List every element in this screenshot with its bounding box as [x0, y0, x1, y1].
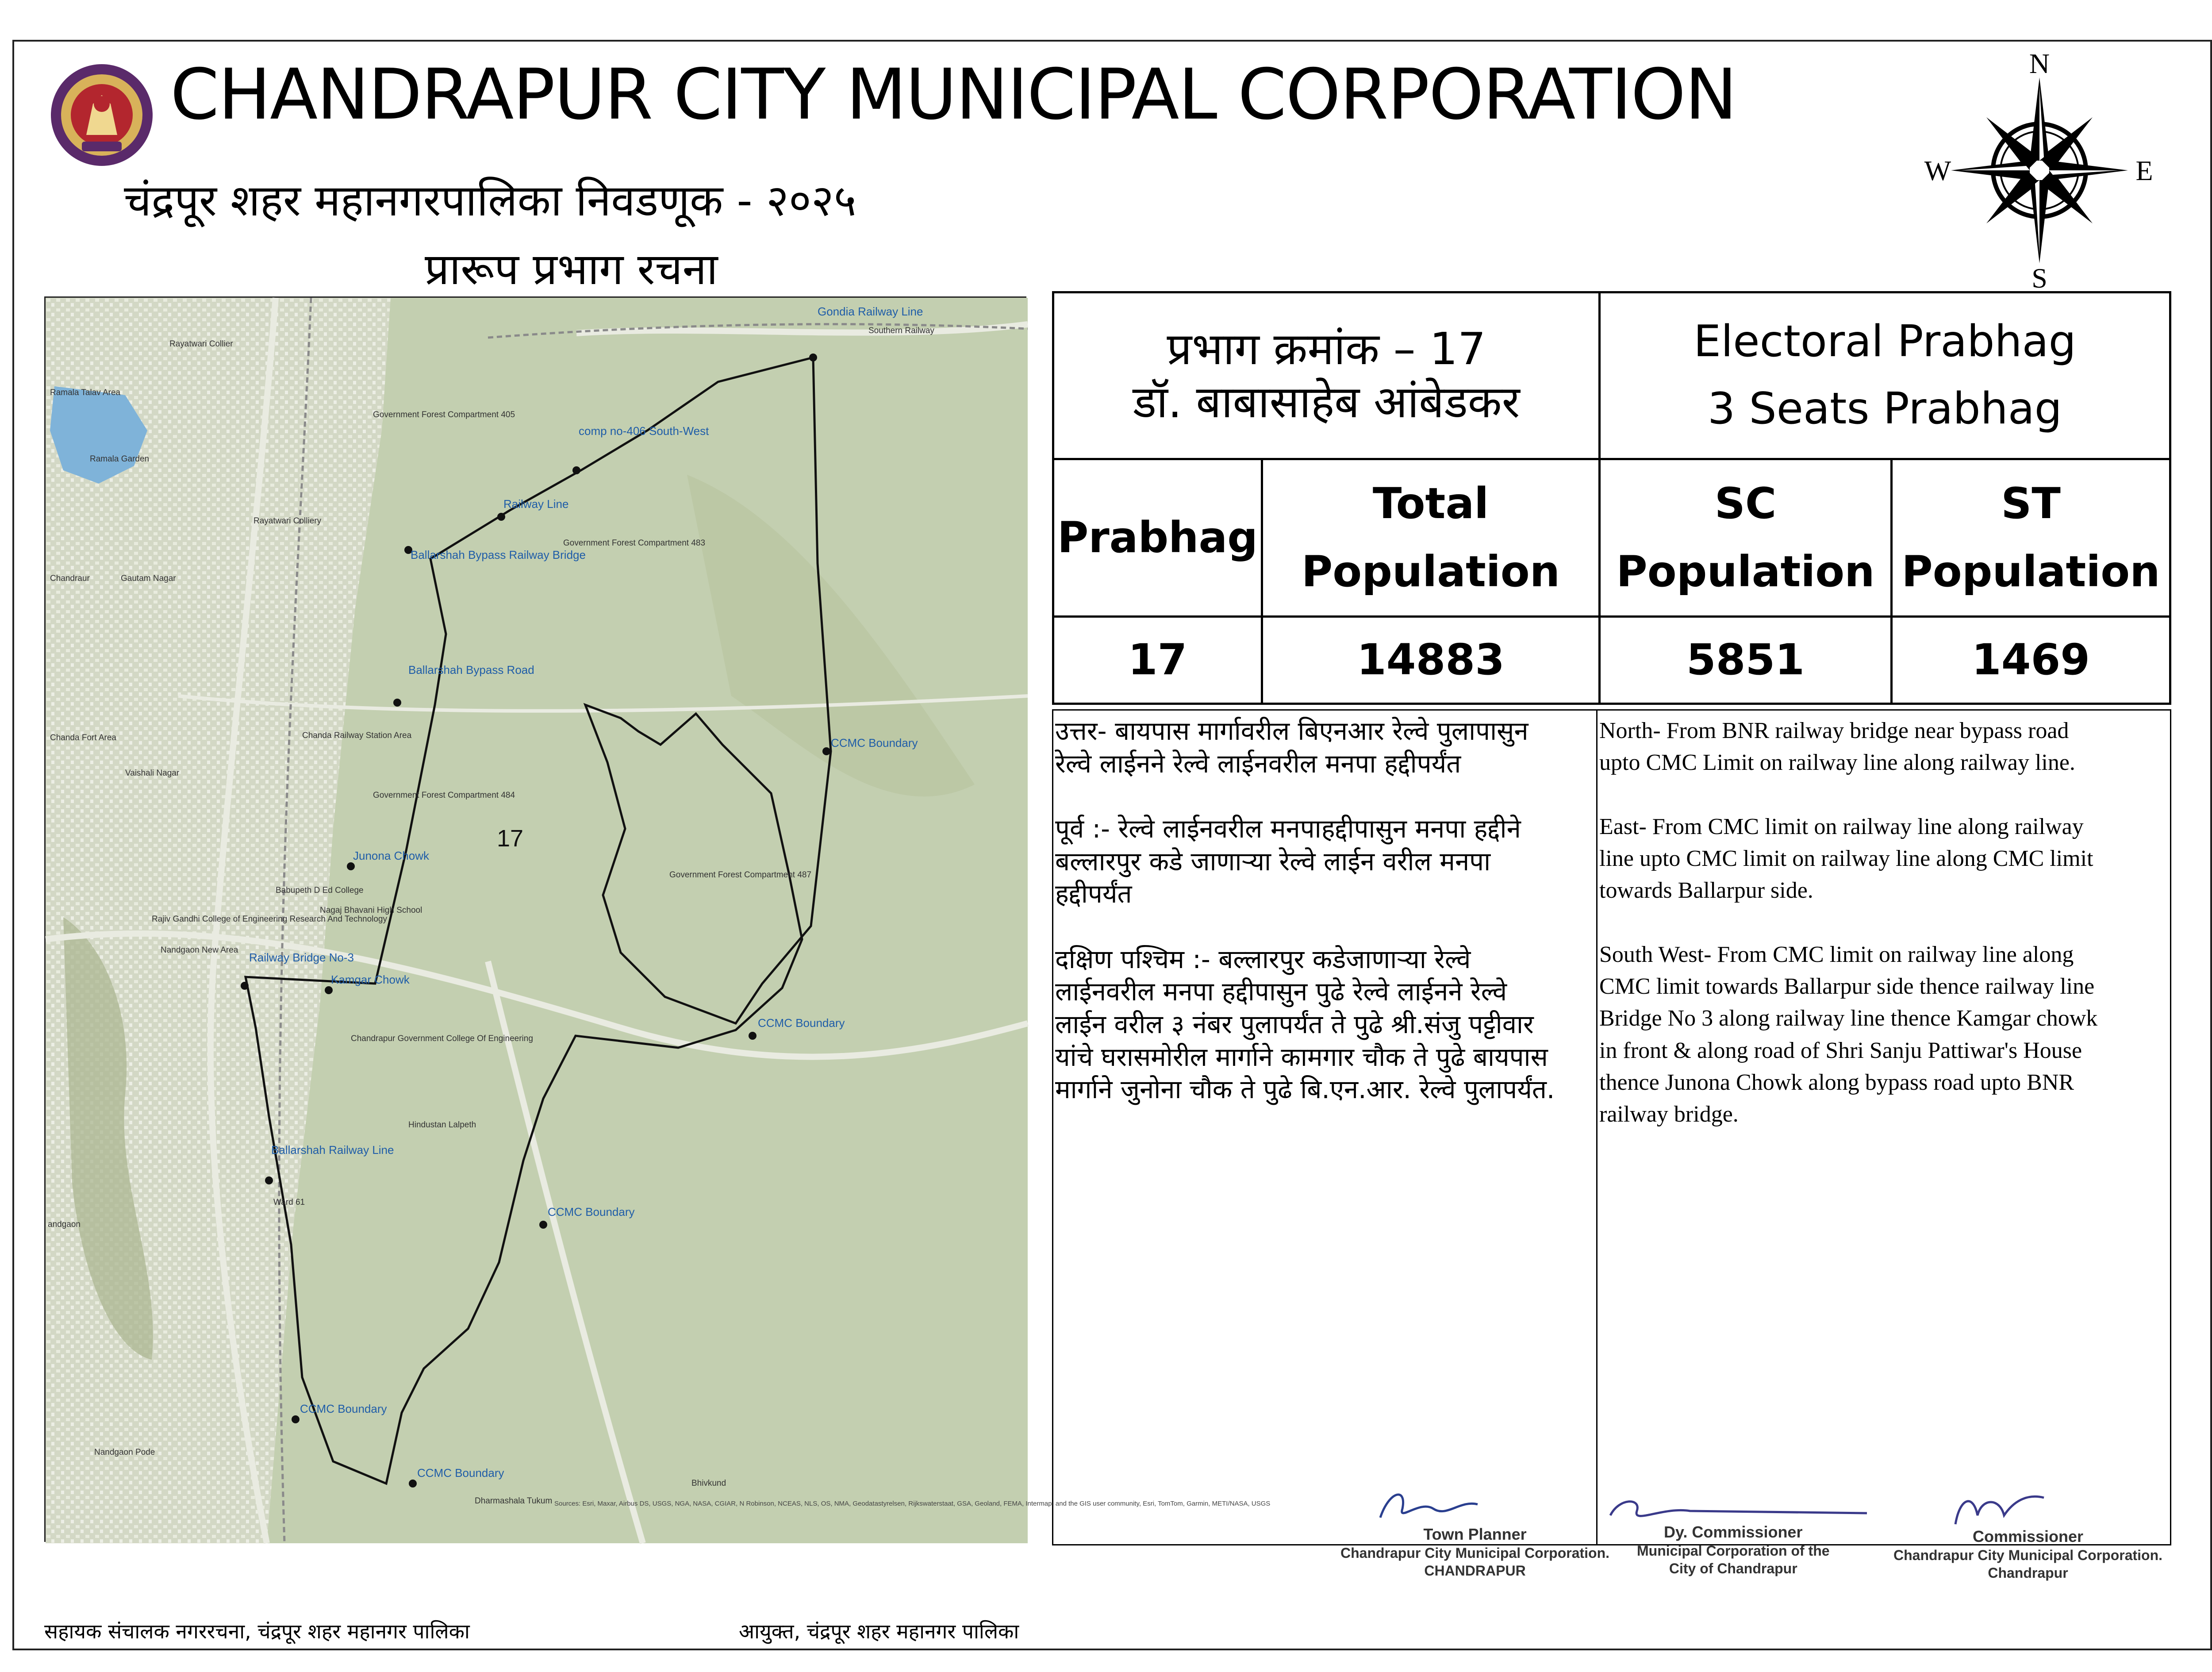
municipal-seal-logo — [49, 62, 155, 168]
compass-n: N — [2029, 48, 2050, 79]
place-label: Hindustan Lalpeth — [408, 1120, 476, 1130]
header-total-population — [1263, 460, 1598, 615]
dy-commissioner-org: Municipal Corporation of the — [1637, 1543, 1830, 1559]
ward-info-table — [1052, 291, 2171, 705]
boundary-description-box — [1052, 709, 2171, 1545]
dy-commissioner-block — [1637, 1522, 1830, 1577]
place-label: Southern Railway — [868, 326, 934, 335]
en-line: upto CMC Limit on railway line along railway line. — [1599, 750, 2075, 776]
en-line — [1599, 907, 2170, 939]
boundary-label: comp no-406 South-West — [579, 424, 709, 438]
place-label: Government Forest Compartment 483 — [563, 538, 706, 548]
place-label: Dharmashala Tukum — [475, 1496, 553, 1506]
header-sc-line2: Population — [1616, 546, 1875, 596]
boundary-label: Railway Line — [503, 497, 569, 511]
town-planner-org: Chandrapur City Municipal Corporation. — [1340, 1545, 1610, 1561]
compass-e: E — [2135, 155, 2153, 186]
boundary-description-english — [1598, 711, 2170, 1544]
en-line: line upto CMC limit on railway line along CMC limit — [1599, 846, 2093, 872]
boundary-label: CCMC Boundary — [300, 1402, 387, 1415]
place-label: Bhivkund — [691, 1479, 726, 1488]
header-total-line1: Total — [1372, 478, 1489, 528]
dy-commissioner-place: City of Chandrapur — [1669, 1561, 1797, 1576]
mr-line: लाईनवरील मनपा हद्दीपासुन पुढे रेल्वे लाईनने रेल्वे — [1055, 976, 1507, 1007]
en-line: towards Ballarpur side. — [1599, 878, 1813, 903]
election-subtitle: चंद्रपूर शहर महानगरपालिका निवडणूक - २०२५ — [124, 176, 856, 226]
place-label: andgaon — [48, 1220, 81, 1229]
footer-right: आयुक्त, चंद्रपूर शहर महानगर पालिका — [739, 1619, 1019, 1643]
place-label: Chandraur — [50, 574, 90, 583]
ward-number-label: 17 — [497, 825, 524, 852]
header-sc-line1: SC — [1714, 478, 1777, 528]
mr-line: लाईन वरील ३ नंबर पुलापर्यंत ते पुढे श्री.संजु पट्टीवार — [1055, 1009, 1534, 1039]
place-label: Government Forest Compartment 487 — [669, 870, 812, 880]
value-prabhag: 17 — [1128, 635, 1187, 685]
mr-line — [1055, 911, 1596, 943]
town-planner-signature — [1371, 1482, 1504, 1531]
boundary-description-marathi — [1053, 711, 1598, 1544]
place-label: Nandgaon Pode — [94, 1448, 155, 1457]
place-label: Rajiv Gandhi College of Engineering Research And Technology — [152, 915, 387, 924]
commissioner-role: Commissioner — [1972, 1527, 2084, 1545]
place-label: Gautam Nagar — [121, 574, 176, 583]
boundary-label: Ballarshah Bypass Railway Bridge — [411, 548, 586, 561]
dy-commissioner-role: Dy. Commissioner — [1664, 1523, 1803, 1541]
place-label: Chandrapur Government College Of Engineering — [351, 1034, 533, 1043]
mr-line: यांचे घरासमोरील मार्गाने कामगार चौक ते पुढे बायपास — [1055, 1042, 1548, 1072]
en-line: railway bridge. — [1599, 1102, 1739, 1127]
en-line — [1599, 779, 2170, 811]
en-line: Bridge No 3 along railway line thence Kamgar chowk — [1599, 1006, 2098, 1031]
boundary-label: CCMC Boundary — [548, 1205, 635, 1218]
prabhag-name: डॉ. बाबासाहेब आंबेडकर — [1133, 376, 1520, 428]
compass-s: S — [2032, 262, 2047, 294]
commissioner-block — [1893, 1526, 2162, 1582]
mr-line: दक्षिण पश्चिम :- बल्लारपुर कडेजाणाऱ्या रेल्वे — [1055, 944, 1471, 974]
place-label: Ramala Talav Area — [50, 388, 121, 397]
en-line: South West- From CMC limit on railway line along — [1599, 942, 2074, 967]
north-arrow-compass-icon — [1924, 44, 2154, 292]
boundary-label: Ballarshah Bypass Road — [408, 663, 534, 676]
en-line: CMC limit towards Ballarpur side thence railway line — [1599, 974, 2095, 999]
boundary-label: Ballarshah Railway Line — [271, 1143, 394, 1157]
header-st-line1: ST — [2001, 478, 2061, 528]
en-line: North- From BNR railway bridge near bypass road — [1599, 718, 2069, 743]
mr-line — [1055, 780, 1596, 813]
header-total-line2: Population — [1301, 546, 1560, 596]
boundary-label: CCMC Boundary — [758, 1016, 845, 1030]
place-label: Government Forest Compartment 405 — [373, 410, 515, 419]
prabhag-name-cell — [1054, 293, 1598, 458]
header-st-population — [1893, 460, 2169, 615]
footer-left: सहायक संचालक नगररचना, चंद्रपूर शहर महानगर पालिका — [44, 1619, 470, 1643]
en-line: in front & along road of Shri Sanju Pattiwar's House — [1599, 1038, 2082, 1063]
value-sc-population: 5851 — [1686, 635, 1805, 685]
value-total-population: 14883 — [1357, 635, 1505, 685]
place-label: Chanda Railway Station Area — [302, 731, 412, 740]
seats-label: 3 Seats Prabhag — [1708, 384, 2062, 434]
page-title: CHANDRAPUR CITY MUNICIPAL CORPORATION — [170, 54, 1736, 135]
boundary-label: Junona Chowk — [353, 849, 429, 862]
mr-line: उत्तर- बायपास मार्गावरील बिएनआर रेल्वे पुलापासुन — [1055, 716, 1528, 746]
compass-w: W — [1924, 155, 1951, 186]
place-label: Nandgaon New Area — [161, 946, 238, 955]
mr-line: रेल्वे लाईनने रेल्वे लाईनवरील मनपा हद्दीपर्यंत — [1055, 748, 1461, 779]
en-line: thence Junona Chowk along bypass road upto BNR — [1599, 1069, 2074, 1095]
place-label: Nagaj Bhavani High School — [320, 906, 422, 915]
map-attribution: Sources: Esri, Maxar, Airbus DS, USGS, NGA, NASA, CGIAR, N Robinson, NCEAS, NLS, OS, NMA, Geodatastyrelsen, Rijkswaterstaat, GSA, Geoland, FEMA, Intermap, and the GIS user community, Esri, TomTom, Garmin, METI/NASA, USGS — [554, 1500, 1271, 1507]
town-planner-block — [1340, 1524, 1609, 1580]
mr-line: बल्लारपुर कडे जाणाऱ्या रेल्वे लाईन वरील मनपा — [1055, 846, 1491, 876]
place-label: Government Forest Compartment 484 — [373, 791, 515, 800]
commissioner-place: Chandrapur — [1988, 1565, 2068, 1581]
place-label: Rayatwari Collier — [169, 339, 233, 349]
header-prabhag: Prabhag — [1057, 512, 1258, 562]
place-label: Ward 61 — [273, 1198, 305, 1207]
header-st-line2: Population — [1901, 546, 2160, 596]
header-sc-population — [1601, 460, 1890, 615]
boundary-label: Gondia Railway Line — [818, 305, 923, 318]
draft-ward-subtitle: प्रारूप प्रभाग रचना — [425, 244, 718, 295]
place-label: Vaishali Nagar — [125, 769, 180, 778]
electoral-label: Electoral Prabhag — [1694, 316, 2076, 367]
town-planner-role: Town Planner — [1423, 1525, 1527, 1543]
commissioner-org: Chandrapur City Municipal Corporation. — [1893, 1547, 2163, 1563]
mr-line: पूर्व :- रेल्वे लाईनवरील मनपाहद्दीपासुन मनपा हद्दीने — [1055, 813, 1521, 844]
en-line: East- From CMC limit on railway line along railway — [1599, 814, 2084, 839]
place-label: Babupeth D Ed College — [276, 886, 364, 895]
place-label: Ramala Garden — [90, 454, 150, 464]
value-st-population: 1469 — [1971, 635, 2090, 685]
commissioner-signature — [1947, 1484, 2062, 1533]
boundary-label: CCMC Boundary — [417, 1466, 504, 1480]
prabhag-number-title: प्रभाग क्रमांक – 17 — [1167, 323, 1486, 375]
place-label: Chanda Fort Area — [50, 733, 116, 742]
mr-line: हद्दीपर्यंत — [1055, 879, 1132, 909]
mr-line: मार्गाने जुनोना चौक ते पुढे बि.एन.आर. रेल्वे पुलापर्यंत. — [1055, 1074, 1555, 1105]
boundary-label: Railway Bridge No-3 — [249, 951, 354, 964]
boundary-label: Kamgar Chowk — [331, 973, 410, 986]
place-label: Rayatwari Colliery — [253, 516, 322, 526]
boundary-label: CCMC Boundary — [831, 736, 918, 750]
electoral-cell — [1601, 293, 2169, 458]
town-planner-place: CHANDRAPUR — [1424, 1563, 1526, 1579]
